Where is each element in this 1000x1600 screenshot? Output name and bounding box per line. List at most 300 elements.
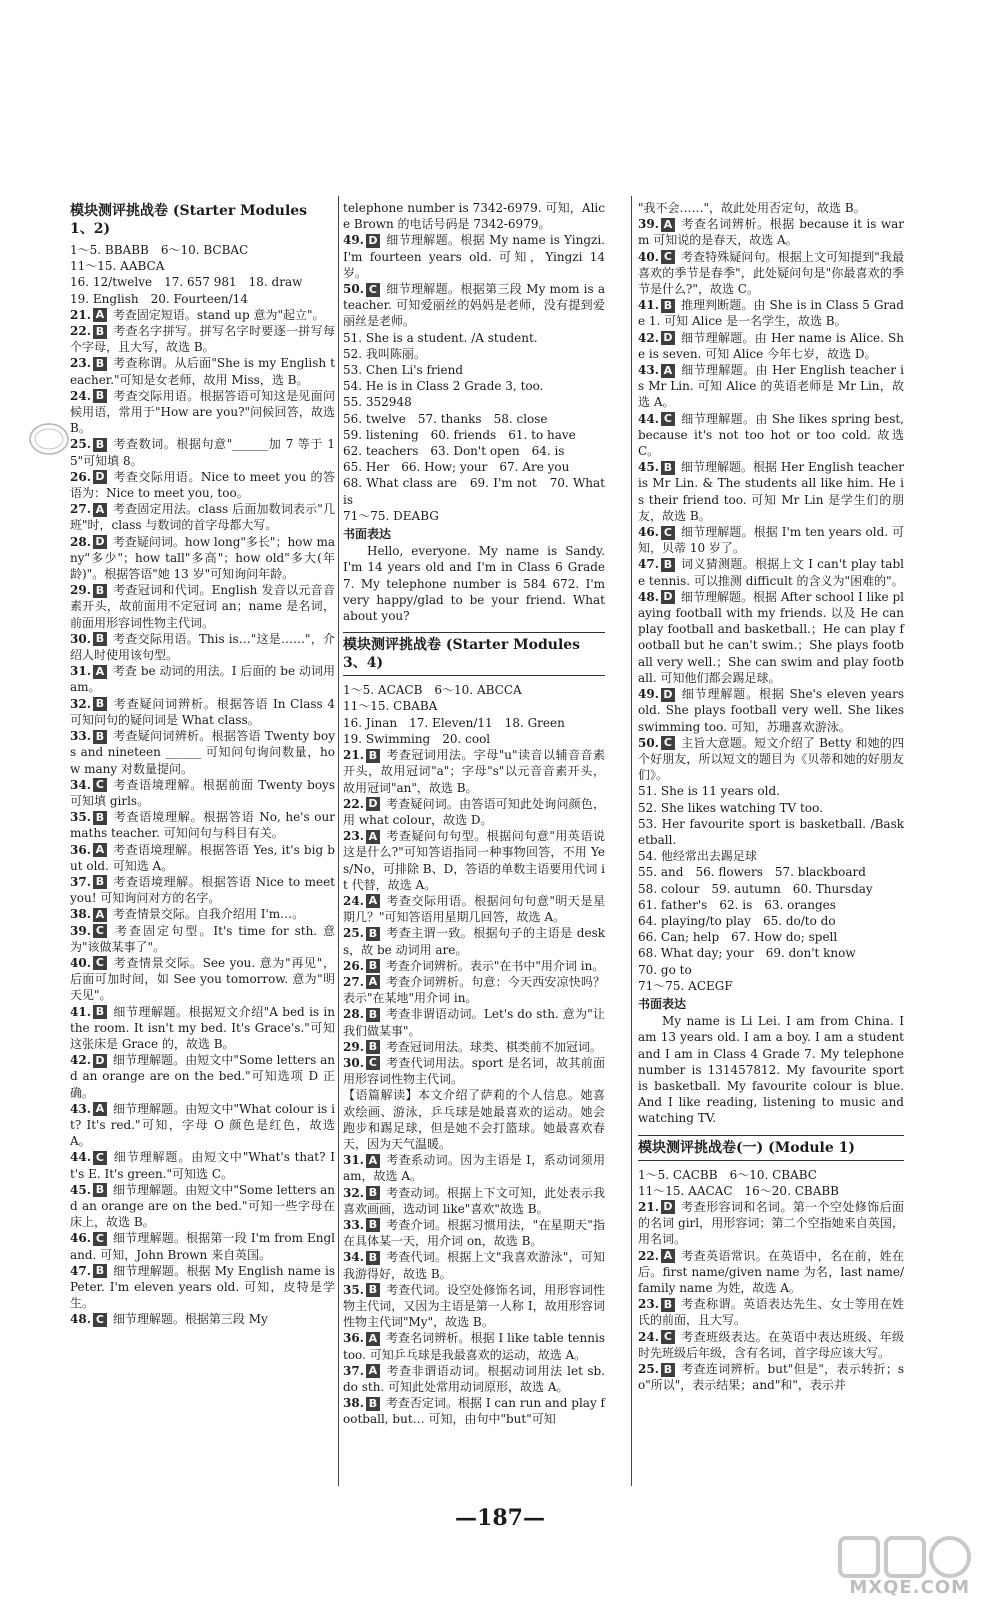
answer-line: 16. 12/twelve 17. 657 981 18. draw [70, 275, 303, 290]
explanation-text: 考查疑问词。how long"多长"；how many"多少"；how tall"多高"；how old"多大(年龄)"。根据答语"她 13 岁"可知询问年龄。 [70, 534, 336, 582]
question-number: 44. [70, 1150, 91, 1165]
answer-line: 68. What day; your 69. don't know [638, 946, 856, 961]
answer-item [343, 747, 605, 796]
explanation-text: 考查名字拼写。拼写名字时要逐一拼写每个字母，且大写，故选 B。 [70, 324, 335, 355]
answer-letter-badge: D [661, 331, 675, 345]
question-number: 35. [343, 1282, 364, 1297]
explanation-text: 考查语境理解。根据答语 No, he's our maths teacher. 可知问句与科目有关。 [70, 810, 335, 841]
answer-column-3 [638, 200, 904, 1393]
answer-letter-badge: B [661, 558, 675, 572]
answer-item [70, 534, 335, 583]
explanation-text: 考查介词辨析。句意：今天西安凉快吗？表示"在某地"用介词 in。 [343, 974, 605, 1006]
explanation-text: 主旨大意题。短文介绍了 Betty 和她的四个好朋友，所以短文的题目为《贝蒂和她的好朋友们》。 [638, 735, 904, 783]
question-number: 23. [343, 829, 364, 844]
answer-line: 52. She likes watching TV too. [638, 800, 823, 815]
answer-item [70, 663, 335, 695]
answer-letter-badge: B [93, 1264, 107, 1278]
answer-item [638, 216, 904, 248]
answer-line: 19. Swimming 20. cool [343, 731, 491, 746]
answer-letter-badge: C [93, 1151, 107, 1165]
answer-letter-badge: B [366, 959, 380, 973]
question-number: 27. [70, 502, 91, 517]
explanation-text: 考查语境理解。根据答语 Nice to meet you! 可知询问对方的名字。 [70, 874, 335, 906]
essay-paragraph: My name is Li Lei. I am from China. I am 13 years old. I am a boy. I am a student and I am in Class 4 Grade 7. My telephone number is 131457812. My favourite sport is basketball. My favourite colour is blue. And I like reading, listening to music and watching TV. [638, 1014, 904, 1126]
answer-item [343, 232, 605, 281]
question-number: 25. [343, 926, 364, 941]
question-number: 46. [70, 1231, 91, 1246]
question-number: 23. [638, 1297, 659, 1312]
answer-item [70, 1004, 335, 1053]
explanation-text: 考查疑问词辨析。根据答语 In Class 4 可知问句的疑问词是 What class。 [70, 696, 335, 727]
explanation-text: 考查交际用语。This is…"这是……"，介绍人时使用该句型。 [70, 631, 335, 663]
explanation-text: 考查名词辨析。根据 I like table tennis too. 可知乒乓球是我最喜欢的运动，故选 A。 [343, 1331, 605, 1362]
question-number: 40. [70, 955, 91, 970]
question-number: 24. [70, 388, 91, 403]
answer-item [343, 1055, 605, 1087]
answer-item [343, 1152, 605, 1184]
answer-line: 66. Can; help 67. How do; spell [638, 930, 838, 945]
question-number: 42. [70, 1053, 91, 1068]
explanation-text: 考查代词。根据上文"我喜欢游泳"，可知我游得好，故选 B。 [343, 1250, 605, 1281]
explanation-text: 考查固定短语。stand up 意为"起立"。 [112, 307, 325, 322]
explanation-text: 细节理解题。根据 She's eleven years old. She plays football very well. She likes swimming too. 可知，苏珊喜欢游泳。 [638, 687, 904, 734]
question-number: 41. [638, 298, 659, 313]
answer-item [343, 796, 605, 828]
explanation-text: 考查冠词用法。字母"u"读音以辅音音素开头，故用冠词"a"；字母"s"以元音音素开头，故用冠词"an"，故选 B。 [343, 748, 605, 795]
explanation-text: 考查语境理解。根据前面 Twenty boys 可知填 girls。 [70, 777, 335, 808]
answer-line: 54. 他经常出去踢足球 [638, 849, 757, 864]
answer-item [70, 728, 335, 777]
question-number: 45. [638, 460, 659, 475]
explanation-text: 细节理解题。根据 I'm ten years old. 可知，贝蒂 10 岁了。 [638, 525, 904, 556]
answer-item [343, 1395, 605, 1427]
answer-item [70, 323, 335, 355]
answer-letter-badge: C [93, 778, 107, 792]
stamp-seal-icon [28, 422, 70, 456]
answer-letter-badge: C [93, 1313, 107, 1327]
explanation-text: 考查系动词。因为主语是 I，系动词须用 am，故选 A。 [343, 1153, 605, 1184]
subsection-heading: 书面表达 [638, 996, 687, 1011]
question-number: 31. [70, 664, 91, 679]
explanation-text: 推理判断题。由 She is in Class 5 Grade 1. 可知 Alice 是一名学生，故选 B。 [638, 298, 904, 329]
answer-line: 61. father's 62. is 63. oranges [638, 897, 836, 912]
answer-letter-badge: D [93, 1054, 107, 1068]
answer-letter-badge: B [93, 325, 107, 339]
question-number: 22. [70, 324, 91, 339]
explanation-text: 考查代词。设空处修饰名词，用形容词性物主代词，又因为主语是第一人称 I，故用形容词性物主代词"My"，故选 B。 [343, 1282, 605, 1330]
question-number: 34. [343, 1250, 364, 1265]
answer-letter-badge: C [661, 526, 675, 540]
answer-item [70, 436, 335, 468]
question-number: 35. [70, 810, 91, 825]
section-title: 模块测评挑战卷 (Starter Modules 3、4) [343, 632, 605, 676]
answer-line: 64. playing/to play 65. do/to do [638, 913, 836, 928]
answer-line: 51. She is 11 years old. [638, 784, 780, 799]
answer-line: 55. 352948 [343, 395, 412, 410]
answer-letter-badge: C [661, 250, 675, 264]
answer-letter-badge: A [93, 1102, 107, 1116]
answer-item [343, 1217, 605, 1249]
explanation-text: 考查代词用法。sport 是名词，故其前面用形容词性物主代词。 [343, 1055, 605, 1087]
answer-letter-badge: B [93, 632, 107, 646]
answer-item [343, 925, 605, 957]
explanation-text: 考查 be 动词的用法。I 后面的 be 动词用 am。 [70, 664, 335, 695]
answer-line: 71～75. ACEGF [638, 978, 733, 993]
answer-letter-badge: A [93, 308, 107, 322]
answer-letter-badge: B [661, 1363, 675, 1377]
explanation-text: 考查否定词。根据 I can run and play football, but… 可知，由句中"but"可知 [343, 1396, 605, 1427]
answer-line: 71～75. DEABG [343, 508, 439, 523]
question-number: 29. [343, 1039, 364, 1054]
explanation-text: 考查介词辨析。表示"在书中"用介词 in。 [385, 958, 605, 973]
answer-line: 58. colour 59. autumn 60. Thursday [638, 881, 873, 896]
question-number: 30. [70, 631, 91, 646]
answer-item [70, 631, 335, 663]
answer-letter-badge: B [366, 1283, 380, 1297]
answer-letter-badge: B [366, 1186, 380, 1200]
explanation-text: 细节理解题。根据 After school I like playing football with my friends. 以及 He can play football and basketball.；He can play football but he can't swim.；She plays football very well.；She can swim and play football. 可知他们都会踢足球。 [638, 589, 904, 685]
answer-item [343, 1006, 605, 1038]
question-number: 33. [343, 1217, 364, 1232]
answer-letter-badge: D [93, 535, 107, 549]
answer-letter-badge: A [366, 975, 380, 989]
question-number: 32. [343, 1185, 364, 1200]
answer-item [638, 686, 904, 735]
answer-line: 52. 我叫陈丽。 [343, 346, 426, 361]
question-number: 45. [70, 1182, 91, 1197]
answer-letter-badge: B [366, 1040, 380, 1054]
answer-item [70, 1311, 335, 1327]
answer-line: 62. teachers 63. Don't open 64. is [343, 444, 565, 459]
question-number: 50. [343, 282, 364, 297]
answer-letter-badge: B [93, 389, 107, 403]
question-number: 49. [638, 687, 659, 702]
explanation-text: 细节理解题。由短文中"What's that? It's E. It's green."可知选 C。 [70, 1150, 335, 1181]
answer-item [638, 411, 904, 460]
answer-item [70, 874, 335, 906]
answer-item [70, 1263, 335, 1312]
answer-line: 53. Her favourite sport is basketball. /Basketball. [638, 816, 904, 847]
answer-letter-badge: B [661, 461, 675, 475]
question-number: 22. [638, 1248, 659, 1263]
answer-item [70, 842, 335, 874]
answer-item [638, 297, 904, 329]
question-number: 26. [70, 469, 91, 484]
answer-letter-badge: D [93, 470, 107, 484]
answer-item [638, 589, 904, 686]
answer-letter-badge: B [366, 1397, 380, 1411]
answer-letter-badge: B [661, 299, 675, 313]
explanation-text: 考查固定句型。It's time for sth. 意为"该做某事了"。 [70, 923, 335, 954]
question-number: 37. [70, 874, 91, 889]
question-number: 31. [343, 1153, 364, 1168]
question-number: 36. [70, 842, 91, 857]
explanation-text: 考查数词。根据句意"______加 7 等于 15"可知填 8。 [70, 437, 335, 468]
explanation-text: 细节理解题。由短文中"Some letters and an orange are on the bed."可知一些字母在床上，故选 B。 [70, 1182, 335, 1230]
explanation-text: 考查语境理解。根据答语 Yes, it's big but old. 可知选 A。 [70, 842, 335, 873]
explanation-text: 细节理解题。根据 My name is Yingzi. I'm fourteen years old. 可知，Yingzi 14 岁。 [343, 233, 605, 280]
explanation-text: 考查特殊疑问句。根据上文可知提到"我最喜欢的季节是春季"，此处疑问句是"你最喜欢的季节是什么?"，故选 C。 [638, 249, 904, 297]
explanation-text: 考查称谓。英语表达先生、女士等用在姓氏的前面，且大写。 [638, 1297, 904, 1328]
question-number: 25. [70, 437, 91, 452]
answer-line: 59. listening 60. friends 61. to have [343, 427, 576, 442]
explanation-text: 考查交际用语。Nice to meet you 的答语为：Nice to meet you, too。 [70, 469, 335, 501]
answer-line: "我不会……"，故此处用否定句，故选 B。 [638, 201, 866, 215]
question-number: 40. [638, 249, 659, 264]
answer-letter-badge: A [661, 1249, 675, 1263]
answer-letter-badge: C [93, 1232, 107, 1246]
answer-letter-badge: A [366, 894, 380, 908]
explanation-text: 考查名词辨析。根据 because it is warm 可知说的是春天，故选 A。 [638, 217, 904, 248]
answer-item [70, 906, 335, 922]
answer-item [70, 582, 335, 631]
essay-paragraph: Hello, everyone. My name is Sandy. I'm 14 years old and I'm in Class 6 Grade 7. My telephone number is 584 672. I'm very happy/glad to be your friend. What about you? [343, 544, 605, 624]
explanation-text: 考查情景交际。自我介绍用 I'm…。 [112, 907, 305, 922]
question-number: 27. [343, 974, 364, 989]
answer-item [343, 1039, 605, 1055]
question-number: 26. [343, 958, 364, 973]
explanation-text: 细节理解题。根据第三段 My [112, 1312, 268, 1327]
section-title: 模块测评挑战卷 (Starter Modules 1、2) [70, 203, 308, 237]
answer-item [343, 1330, 605, 1362]
explanation-text: 考查英语常识。在英语中，名在前，姓在后。first name/given name 为名，last name/family name 为姓，故选 A。 [638, 1248, 904, 1295]
answer-letter-badge: B [93, 1005, 107, 1019]
question-number: 48. [70, 1312, 91, 1327]
answer-line: 54. He is in Class 2 Grade 3, too. [343, 379, 544, 394]
answer-line: 65. Her 66. How; your 67. Are you [343, 460, 570, 475]
answer-letter-badge: B [93, 730, 107, 744]
question-number: 23. [70, 356, 91, 371]
answer-letter-badge: D [366, 797, 380, 811]
subsection-heading: 书面表达 [343, 527, 392, 542]
question-number: 21. [638, 1199, 659, 1214]
explanation-text: 细节理解题。根据 Her English teacher is Mr Lin. & The students all like him. He is their friend too. 可知 Mr Lin 是学生们的朋友，故选 B。 [638, 460, 904, 523]
explanation-text: 考查疑问词。由答语可知此处询问颜色，用 what colour，故选 D。 [343, 796, 605, 827]
answer-line: 53. Chen Li's friend [343, 363, 464, 378]
answer-line: 19. English 20. Fourteen/14 [70, 291, 248, 306]
explanation-text: 细节理解题。由短文中"Some letters and an orange are on the bed."可知选项 D 正确。 [70, 1053, 335, 1100]
answer-item [638, 1199, 904, 1248]
answer-letter-badge: C [93, 956, 107, 970]
answer-line: telephone number is 7342-6979. 可知，Alice Brown 的电话号码是 7342-6979。 [343, 201, 605, 232]
answer-letter-badge: B [366, 1218, 380, 1232]
answer-item [70, 1230, 335, 1262]
answer-letter-badge: B [661, 1298, 675, 1312]
answer-item [70, 501, 335, 533]
explanation-text: 细节理解题。由 Her name is Alice. She is seven. 可知 Alice 今年七岁，故选 D。 [638, 330, 904, 361]
answer-item [638, 524, 904, 556]
question-number: 24. [343, 893, 364, 908]
question-number: 41. [70, 1004, 91, 1019]
watermark-url: MXQE.COM [849, 1577, 970, 1598]
explanation-text: 细节理解题。根据短文介绍"A bed is in the room. It isn't my bed. It's Grace's."可知这张床是 Grace 的，故选 B。 [70, 1004, 335, 1051]
answer-letter-badge: D [661, 688, 675, 702]
answer-letter-badge: C [366, 283, 380, 297]
answer-line: 55. and 56. flowers 57. blackboard [638, 865, 866, 880]
explanation-text: 细节理解题。由 She likes spring best, because it's not too hot or too cold. 故选 C。 [638, 411, 904, 459]
explanation-text: 词义猜测题。根据上文 I can't play table tennis. 可以推测 difficult 的含义为"困难的"。 [638, 557, 904, 588]
section-title: 模块测评挑战卷(一) (Module 1) [638, 1135, 904, 1161]
answer-line: 11～15. CBABA [343, 699, 438, 714]
question-number: 21. [70, 307, 91, 322]
question-number: 38. [343, 1396, 364, 1411]
answer-item [70, 1101, 335, 1150]
answer-item [638, 1361, 904, 1393]
answer-letter-badge: B [93, 1183, 107, 1197]
answer-item [70, 388, 335, 437]
answer-letter-badge: A [661, 218, 675, 232]
answer-letter-badge: C [661, 736, 675, 750]
answer-letter-badge: A [366, 1332, 380, 1346]
explanation-text: 考查动词。根据上下文可知，此处表示我喜欢画画，选动词 like"喜欢"故选 B。 [343, 1185, 605, 1216]
answer-letter-badge: A [661, 364, 675, 378]
explanation-text: 考查冠词和代词。English 发音以元音音素开头，故前面用不定冠词 an；name 是名词，前面用形容词性物主代词。 [70, 583, 335, 630]
answer-item [343, 281, 605, 330]
answer-item [70, 777, 335, 809]
page-number: —187— [455, 1505, 545, 1531]
explanation-text: 考查称谓。从后面"She is my English teacher."可知是女老师，故用 Miss，选 B。 [70, 356, 335, 387]
answer-letter-badge: B [93, 875, 107, 889]
question-number: 50. [638, 735, 659, 750]
answer-item [70, 923, 335, 955]
answer-letter-badge: A [366, 830, 380, 844]
answer-letter-badge: D [661, 590, 675, 604]
column-divider-2 [631, 196, 632, 1486]
answer-letter-badge: B [93, 811, 107, 825]
question-number: 32. [70, 696, 91, 711]
answer-letter-badge: B [93, 357, 107, 371]
question-number: 21. [343, 748, 364, 763]
answer-item [343, 1282, 605, 1331]
explanation-text: 细节理解题。根据 My English name is Peter. I'm eleven years old. 可知，皮特是学生。 [70, 1263, 335, 1311]
answer-item [70, 355, 335, 387]
answer-item [638, 1296, 904, 1328]
question-number: 33. [70, 729, 91, 744]
explanation-text: 考查交际用语。根据问句句意"明天是星期几？"可知答语用星期几回答，故选 A。 [343, 893, 605, 925]
answer-item [638, 1329, 904, 1361]
question-number: 28. [343, 1007, 364, 1022]
explanation-text: 考查班级表达。在英语中表达班级、年级时先班级后年级，含有名词，首字母应该大写。 [638, 1329, 904, 1360]
answer-item [70, 307, 335, 323]
answer-letter-badge: B [93, 584, 107, 598]
answer-item [70, 1149, 335, 1181]
answer-letter-badge: D [661, 1200, 675, 1214]
answer-item [638, 1248, 904, 1297]
answer-line: 56. twelve 57. thanks 58. close [343, 411, 548, 426]
explanation-text: 考查主谓一致。根据句子的主语是 desks，故 be 动词用 are。 [343, 926, 605, 957]
answer-item [343, 1249, 605, 1281]
answer-line: 68. What class are 69. I'm not 70. What is [343, 476, 605, 507]
answer-line: 1～5. ACACB 6～10. ABCCA [343, 683, 522, 698]
explanation-text: 考查情景交际。See you. 意为"再见"，后面可加时间，如 See you tomorrow. 意为"明天见"。 [70, 955, 335, 1003]
answer-letter-badge: D [366, 234, 380, 248]
answer-item [70, 696, 335, 728]
answer-item [638, 249, 904, 298]
answer-item [343, 893, 605, 925]
explanation-text: 考查形容词和名词。第一个空处修饰后面的名词 girl，用形容词；第二个空指她来自英国，用名词。 [638, 1199, 904, 1247]
answer-letter-badge: C [93, 924, 107, 938]
question-number: 25. [638, 1362, 659, 1377]
question-number: 43. [70, 1101, 91, 1116]
question-number: 49. [343, 233, 364, 248]
answer-item [343, 974, 605, 1006]
answer-letter-badge: B [93, 697, 107, 711]
explanation-text: 考查疑问词辨析。根据答语 Twenty boys and nineteen ______ 可知问句询问数量，how many 对数量提问。 [70, 729, 335, 776]
answer-letter-badge: B [366, 1251, 380, 1265]
answer-item [638, 330, 904, 362]
answer-letter-badge: A [93, 665, 107, 679]
answer-letter-badge: C [366, 1056, 380, 1070]
answer-letter-badge: A [93, 503, 107, 517]
answer-letter-badge: B [366, 1008, 380, 1022]
question-number: 47. [638, 557, 659, 572]
explanation-text: 考查疑问句句型。根据问句意"用英语说这是什么?"可知答语指同一种事物回答，不用 Yes/No，可排除 B、D，答语的单数主语要用代词 it 代替，故选 A。 [343, 829, 605, 892]
question-number: 37. [343, 1363, 364, 1378]
answer-item [343, 1363, 605, 1395]
explanation-text: 考查交际用语。根据答语可知这是见面问候用语，常用于"How are you?"问候回答，故选 B。 [70, 388, 335, 436]
answer-item [638, 735, 904, 784]
answer-item [343, 1185, 605, 1217]
answer-letter-badge: B [366, 927, 380, 941]
question-number: 43. [638, 363, 659, 378]
answer-item [638, 556, 904, 588]
answer-letter-badge: C [661, 1330, 675, 1344]
answer-item [70, 1182, 335, 1231]
question-number: 38. [70, 907, 91, 922]
question-number: 46. [638, 525, 659, 540]
question-number: 30. [343, 1055, 364, 1070]
answer-item [638, 362, 904, 411]
answer-item [70, 469, 335, 501]
answer-letter-badge: A [366, 1154, 380, 1168]
explanation-text: 细节理解题。根据第三段 My mom is a teacher. 可知爱丽丝的妈妈是老师，没有提到爱丽丝是老师。 [343, 282, 605, 329]
column-divider-1 [338, 196, 339, 1486]
question-number: 48. [638, 589, 659, 604]
answer-item [70, 809, 335, 841]
question-number: 36. [343, 1331, 364, 1346]
answer-item [70, 1052, 335, 1101]
explanation-text: 考查非谓语动词。根据动词用法 let sb. do sth. 可知此处常用动词原形，故选 A。 [343, 1363, 605, 1395]
explanation-text: 考查介词。根据习惯用法，"在星期天"指在具体某一天，用介词 on，故选 B。 [343, 1217, 605, 1249]
answer-line: 16. Jinan 17. Eleven/11 18. Green [343, 715, 565, 730]
question-number: 22. [343, 796, 364, 811]
explanation-text: 考查连词辨析。but"但是"，表示转折；so"所以"，表示结果；and"和"，表示并 [638, 1362, 904, 1393]
answer-letter-badge: A [366, 1364, 380, 1378]
answer-line: 【语篇解读】本文介绍了萨莉的个人信息。她喜欢绘画、游泳，乒乓球是她最喜欢的运动。她会跑步和踢足球，但是她不会打篮球。她最喜欢春天，因为天气温暖。 [343, 1088, 605, 1151]
question-number: 42. [638, 330, 659, 345]
answer-item [638, 459, 904, 524]
explanation-text: 细节理解题。由短文中"What colour is it? It's red."可知，字母 O 颜色是红色，故选 A。 [70, 1101, 335, 1149]
question-number: 34. [70, 777, 91, 792]
answer-letter-badge: B [366, 749, 380, 763]
explanation-text: 细节理解题。由 Her English teacher is Mr Lin. 可知 Alice 的英语老师是 Mr Lin，故选 A。 [638, 363, 904, 410]
question-number: 28. [70, 534, 91, 549]
answer-line: 11～15. AABCA [70, 259, 165, 274]
explanation-text: 考查固定用法。class 后面加数词表示"几班"时，class 与数词的首字母都大写。 [70, 502, 335, 533]
answer-item [343, 958, 605, 974]
answer-line: 1～5. BBABB 6～10. BCBAC [70, 243, 249, 257]
answer-column-2 [343, 200, 605, 1428]
question-number: 29. [70, 583, 91, 598]
answer-letter-badge: B [93, 438, 107, 452]
answer-item [343, 828, 605, 893]
question-number: 44. [638, 411, 659, 426]
answer-column-1 [70, 200, 335, 1328]
explanation-text: 考查冠词用法。球类、棋类前不加冠词。 [385, 1039, 602, 1054]
answer-letter-badge: C [661, 412, 675, 426]
answer-letter-badge: A [93, 908, 107, 922]
question-number: 47. [70, 1263, 91, 1278]
